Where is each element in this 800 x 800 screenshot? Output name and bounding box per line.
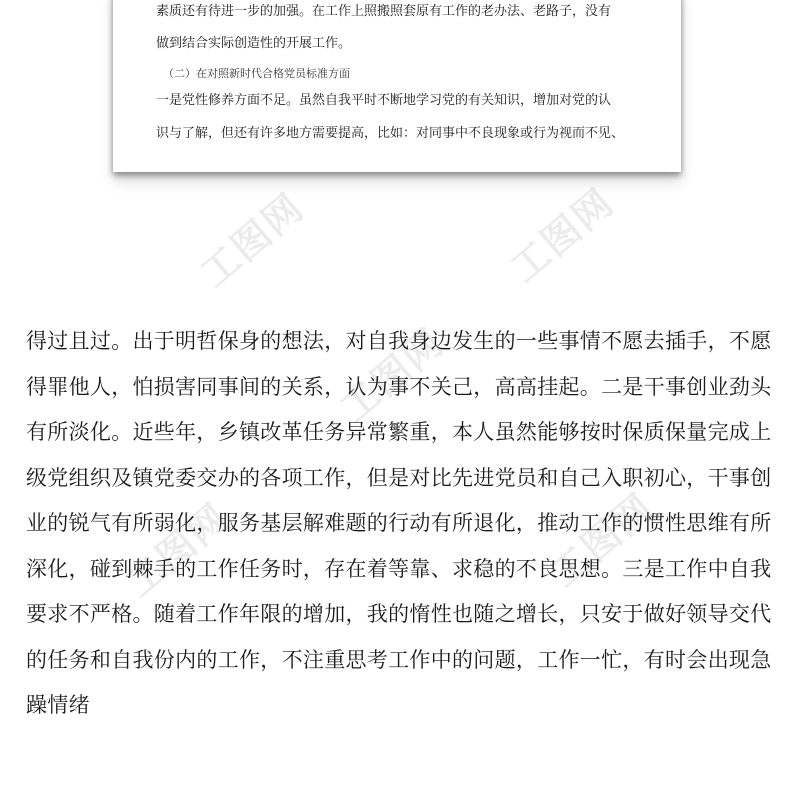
watermark-logo: 工图网	[117, 494, 238, 606]
body-line: 躁情绪	[26, 693, 90, 717]
watermark-logo: 工图网	[502, 179, 623, 291]
watermark-logo: 工图网	[332, 319, 453, 431]
card-line-2: 做到结合实际创造性的开展工作。	[156, 36, 352, 51]
card-section-heading: （二）在对照新时代合格党员标准方面	[163, 67, 350, 80]
body-line: 要求不严格。随着工作年限的增加，我的惰性也随之增长，只安于做好领导交代	[26, 602, 772, 626]
watermark-logo: 工图网	[192, 184, 313, 296]
body-line: 有所淡化。近些年，乡镇改革任务异常繁重，本人虽然能够按时保质保量完成上	[26, 420, 772, 444]
body-line: 的任务和自我份内的工作，不注重思考工作中的问题，工作一忙，有时会出现急	[26, 647, 772, 672]
document-body	[26, 319, 786, 729]
body-line: 级党组织及镇党委交办的各项工作，但是对比先进党员和自己入职初心，干事创	[26, 465, 772, 490]
body-line: 深化，碰到棘手的工作任务时，存在着等靠、求稳的不良思想。三是工作中自我	[26, 556, 772, 581]
card-line-4: 识与了解，但还有许多地方需要提高，比如：对同事中不良现象或行为视而不见、	[156, 126, 625, 141]
card-line-1: 素质还有待进一步的加强。在工作上照搬照套原有工作的老办法、老路子，没有	[156, 4, 612, 19]
body-line: 业的锐气有所弱化，服务基层解难题的行动有所退化，推动工作的惯性思维有所	[26, 511, 772, 535]
body-line: 得罪他人，怕损害同事间的关系，认为事不关己，高高挂起。二是干事创业劲头	[26, 374, 772, 399]
document-preview-card	[113, 0, 681, 172]
card-line-3: 一是党性修养方面不足。虽然自我平时不断地学习党的有关知识，增加对党的认	[156, 93, 612, 108]
watermark-logo: 工图网	[542, 484, 663, 596]
body-line: 得过且过。出于明哲保身的想法，对自我身边发生的一些事情不愿去插手，不愿	[26, 329, 772, 353]
